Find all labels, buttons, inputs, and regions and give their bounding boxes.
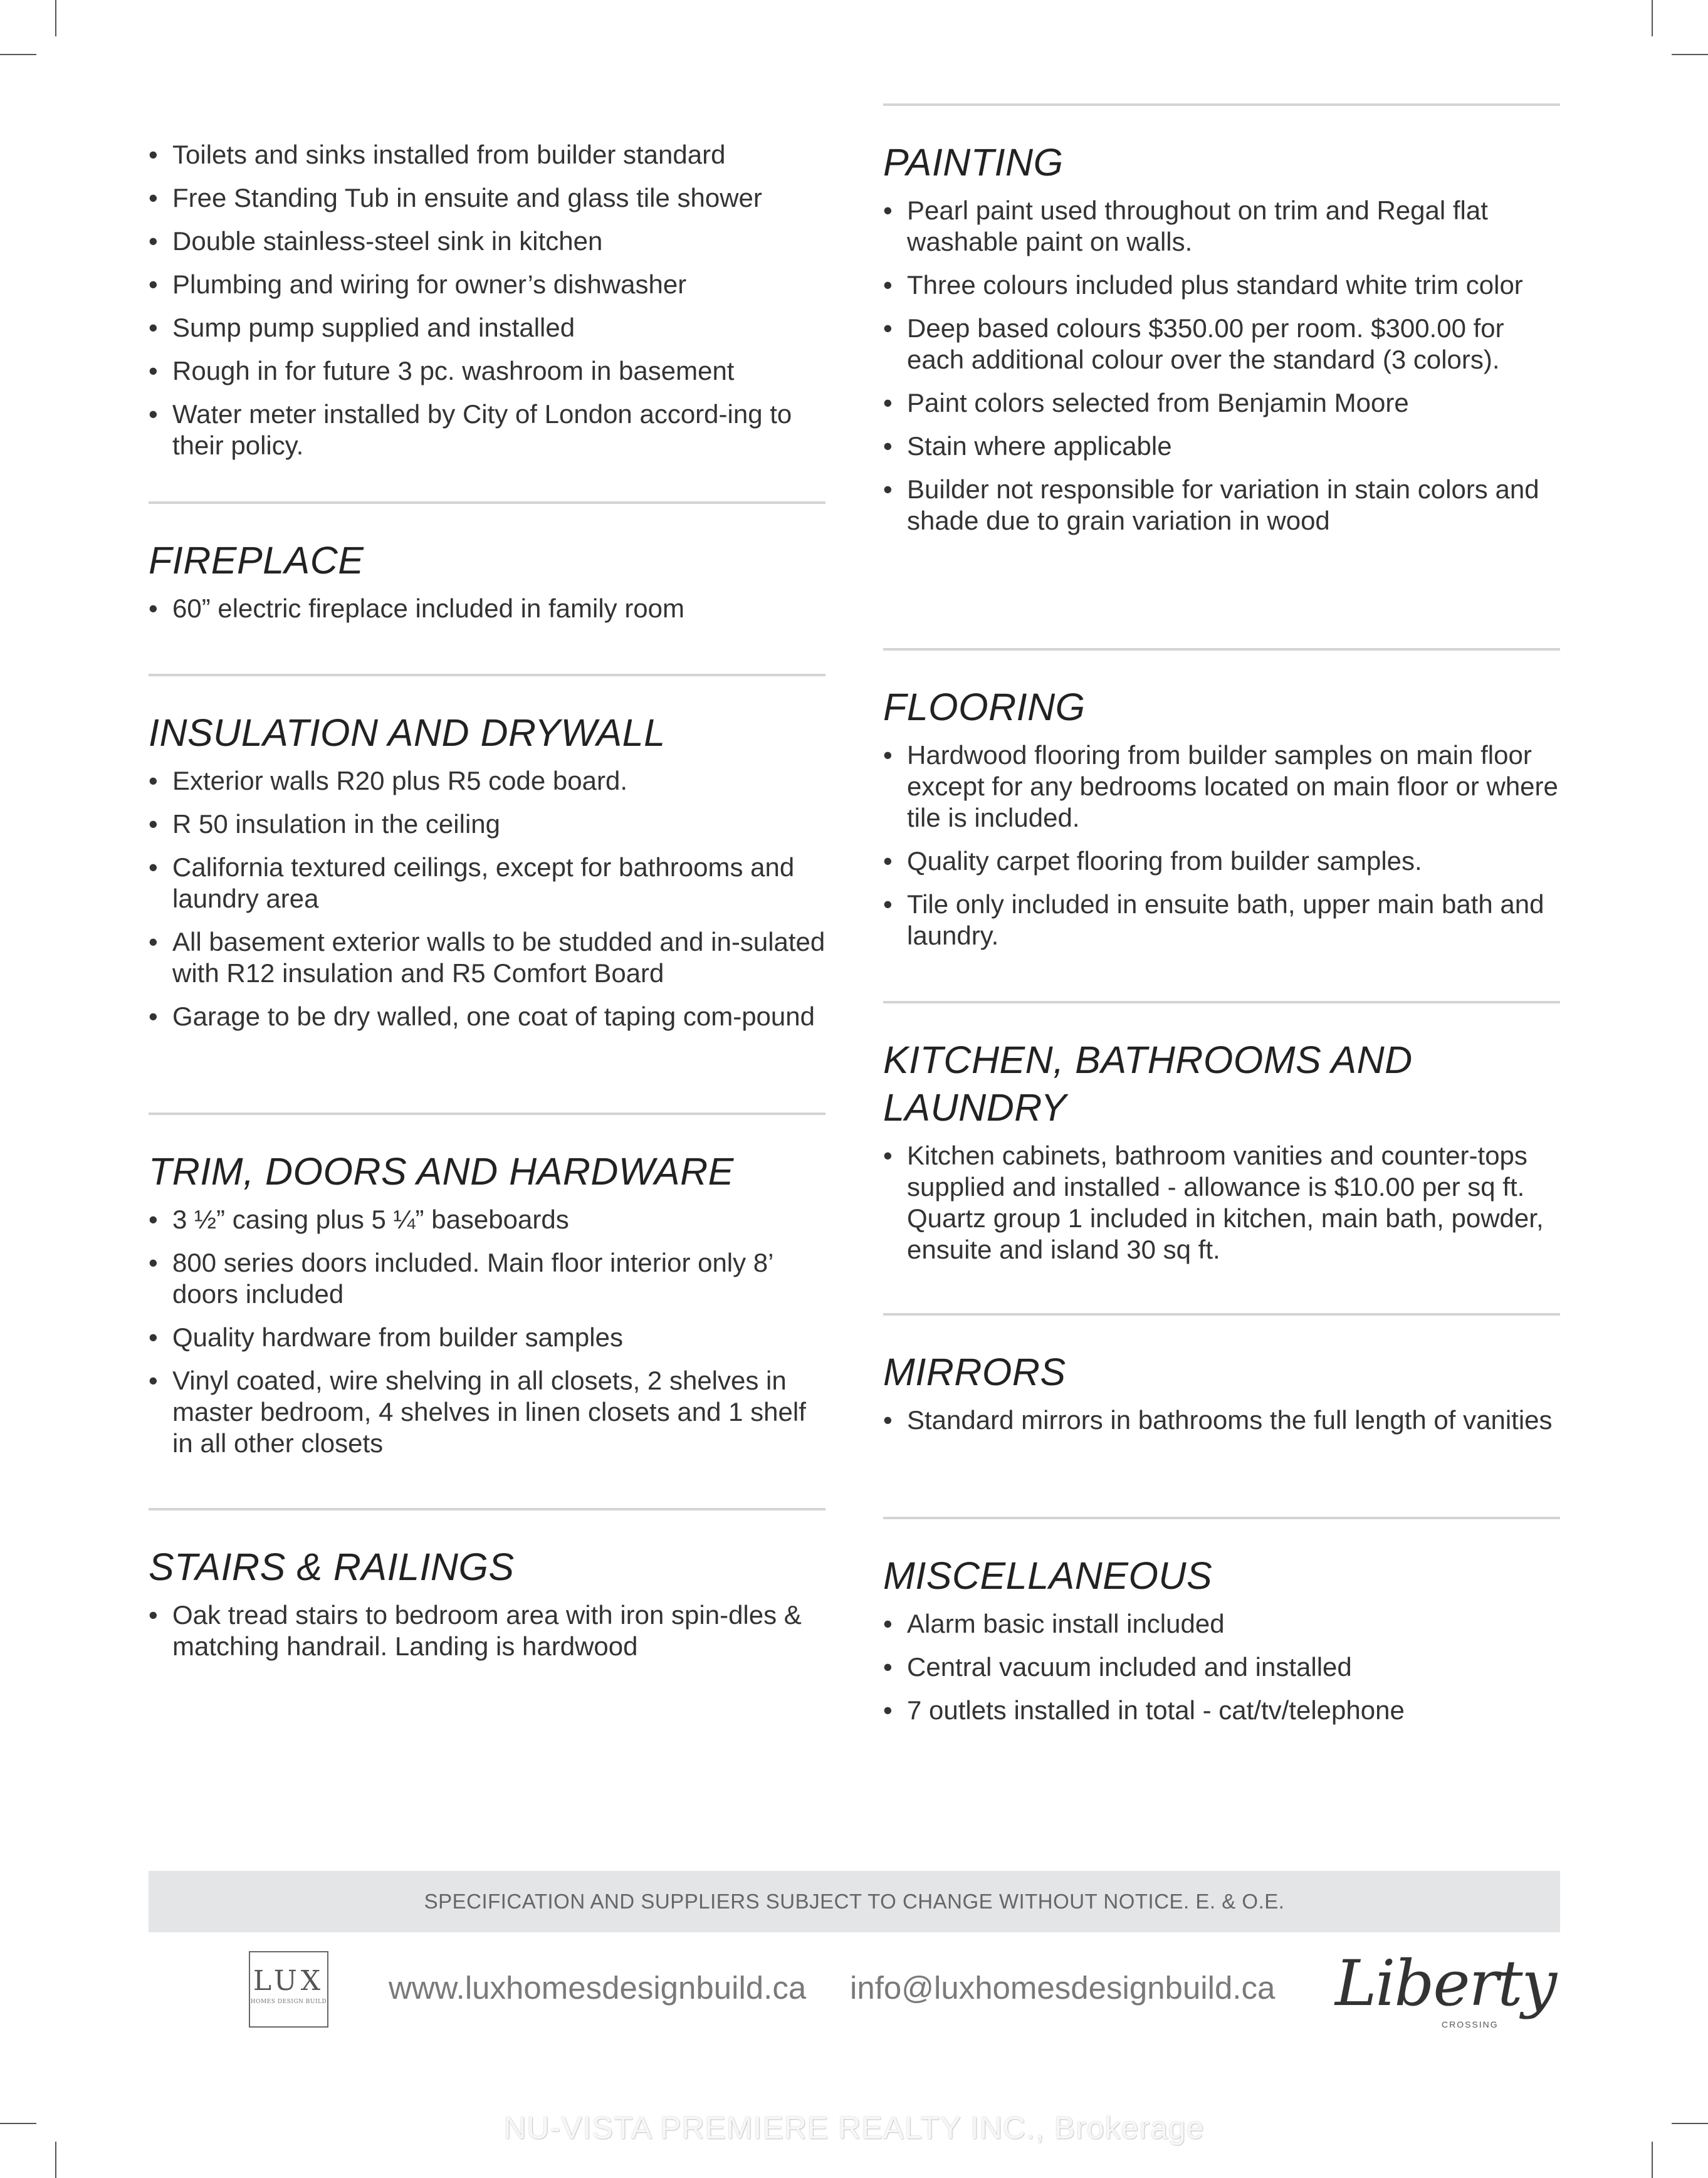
list-item: • Hardwood flooring from builder samples on main floor except for any bedrooms located on main floor or where tile is included. [883,740,1560,834]
list-item: • 60” electric fireplace included in family room [149,593,825,624]
list-item: • Exterior walls R20 plus R5 code board. [149,765,825,797]
website-link[interactable]: www.luxhomesdesignbuild.ca [389,1970,807,2006]
painting-section [883,139,1560,548]
lux-logo-subtext: HOMES DESIGN BUILD [250,1999,327,2005]
painting-list [883,195,1560,537]
painting-heading: PAINTING [883,141,1064,184]
stairs-list [149,1599,825,1662]
list-item: • Water meter installed by City of London accord-ing to their policy. [149,399,825,461]
brokerage-watermark: NU-VISTA PREMIERE REALTY INC., Brokerage [503,2110,1205,2145]
lux-logo-text: LUX [253,1965,325,1997]
list-item: • Three colours included plus standard white trim color [883,270,1560,301]
plumbing-section [149,139,825,473]
list-item: • Standard mirrors in bathrooms the full length of vanities [883,1405,1560,1436]
misc-section [883,1552,1560,1738]
flooring-heading: FLOORING [883,686,1086,728]
lux-logo [249,1951,328,2028]
liberty-logo-subtext: CROSSING [1442,2019,1499,2029]
crop-mark [0,54,36,55]
divider [883,103,1560,106]
liberty-crossing-logo [1335,1946,1556,2040]
divider [149,501,825,504]
divider [883,1001,1560,1003]
list-item: • Toilets and sinks installed from builder standard [149,139,825,170]
list-item: • Rough in for future 3 pc. washroom in basement [149,355,825,387]
list-item: • All basement exterior walls to be studded and in-sulated with R12 insulation and R5 Comfort Board [149,926,825,989]
list-item: • 7 outlets installed in total - cat/tv/telephone [883,1695,1560,1726]
fireplace-list [149,593,825,624]
stairs-section [149,1543,825,1674]
list-item: • Quality hardware from builder samples [149,1322,825,1353]
list-item: • 800 series doors included. Main floor interior only 8’ doors included [149,1247,825,1310]
insulation-section [149,709,825,1044]
list-item: • Double stainless-steel sink in kitchen [149,226,825,257]
list-item: • Alarm basic install included [883,1608,1560,1640]
list-item: • Kitchen cabinets, bathroom vanities and counter-tops supplied and installed - allowance is $10.00 per sq ft. Quartz group 1 included in kitchen, main bath, powder, ensuite and island 30 sq ft. [883,1140,1560,1265]
trim-list [149,1204,825,1459]
list-item: • Garage to be dry walled, one coat of taping com-pound [149,1001,825,1032]
divider [883,1313,1560,1316]
list-item: • R 50 insulation in the ceiling [149,809,825,840]
footer-notice: SPECIFICATION AND SUPPLIERS SUBJECT TO CHANGE WITHOUT NOTICE. E. & O.E. [149,1871,1560,1932]
list-item: • 3 ½” casing plus 5 ¼” baseboards [149,1204,825,1235]
list-item: • Quality carpet flooring from builder samples. [883,846,1560,877]
list-item: • Stain where applicable [883,431,1560,462]
mirrors-list [883,1405,1560,1436]
list-item: • Pearl paint used throughout on trim and Regal flat washable paint on walls. [883,195,1560,258]
list-item: • Paint colors selected from Benjamin Moore [883,387,1560,419]
insulation-heading: INSULATION AND DRYWALL [149,711,666,754]
trim-section [149,1148,825,1471]
divider [883,1517,1560,1519]
list-item: • Oak tread stairs to bedroom area with iron spin-dles & matching handrail. Landing is hardwood [149,1599,825,1662]
kitchen-heading: KITCHEN, BATHROOMS AND LAUNDRY [883,1039,1413,1129]
liberty-logo-text: Liberty [1335,1947,1556,2020]
flooring-list [883,740,1560,951]
list-item: • Tile only included in ensuite bath, upper main bath and laundry. [883,889,1560,951]
mirrors-section [883,1348,1560,1448]
divider [149,1508,825,1510]
crop-mark [1652,2142,1653,2178]
divider [883,648,1560,651]
list-item: • Builder not responsible for variation in stain colors and shade due to grain variation in wood [883,474,1560,537]
fireplace-heading: FIREPLACE [149,539,364,582]
divider [149,1113,825,1115]
kitchen-section [883,1036,1560,1277]
list-item: • Central vacuum included and installed [883,1652,1560,1683]
list-item: • California textured ceilings, except for bathrooms and laundry area [149,852,825,914]
divider [149,674,825,676]
fireplace-section [149,537,825,636]
list-item: • Plumbing and wiring for owner’s dishwasher [149,269,825,300]
list-item: • Vinyl coated, wire shelving in all closets, 2 shelves in master bedroom, 4 shelves in linen closets and 1 shelf in all other closets [149,1365,825,1459]
kitchen-list [883,1140,1560,1265]
email-link[interactable]: info@luxhomesdesignbuild.ca [850,1970,1276,2006]
list-item: • Deep based colours $350.00 per room. $300.00 for each additional colour over the standard (3 colors). [883,313,1560,375]
mirrors-heading: MIRRORS [883,1351,1066,1393]
list-item: • Free Standing Tub in ensuite and glass tile shower [149,182,825,214]
crop-mark [55,2142,56,2178]
misc-heading: MISCELLANEOUS [883,1554,1213,1597]
stairs-heading: STAIRS & RAILINGS [149,1546,515,1588]
insulation-list [149,765,825,1032]
plumbing-list [149,139,825,461]
crop-mark [55,0,56,36]
list-item: • Sump pump supplied and installed [149,312,825,343]
crop-mark [1672,54,1708,55]
flooring-section [883,683,1560,963]
trim-heading: TRIM, DOORS AND HARDWARE [149,1150,734,1193]
misc-list [883,1608,1560,1726]
crop-mark [1652,0,1653,36]
